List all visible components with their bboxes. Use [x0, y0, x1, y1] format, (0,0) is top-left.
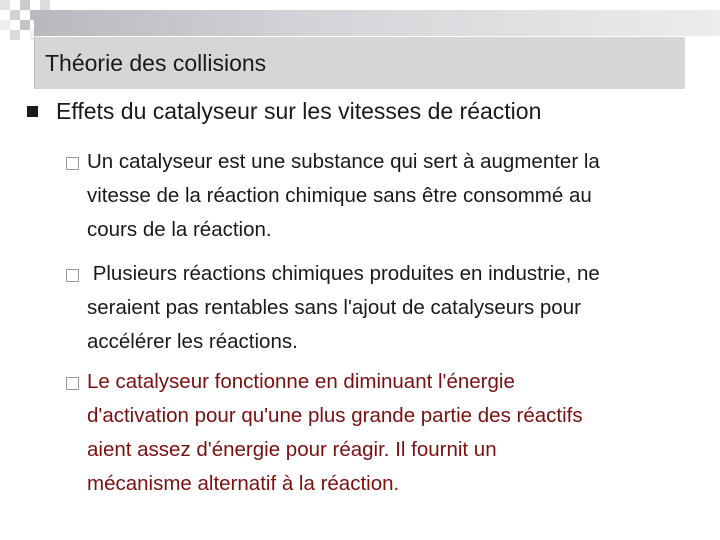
text-line: Un catalyseur est une substance qui sert à augmenter la: [87, 150, 600, 173]
list-item: [66, 370, 706, 501]
text-line: vitesse de la réaction chimique sans être consommé au: [87, 184, 592, 207]
text-line: mécanisme alternatif à la réaction.: [87, 472, 400, 495]
list-item-text: [87, 257, 706, 359]
text-line: cours de la réaction.: [87, 218, 272, 241]
text-line: seraient pas rentables sans l'ajout de catalyseurs pour: [87, 296, 581, 319]
header-band: [34, 10, 720, 36]
level1-bullet-text: Effets du catalyseur sur les vitesses de réaction: [56, 98, 542, 124]
checkbox-bullet-icon: [66, 377, 79, 390]
square-bullet-icon: [27, 106, 38, 117]
list-item: [66, 150, 706, 247]
text-line: aient assez d'énergie pour réagir. Il fournit un: [87, 438, 497, 461]
checkbox-bullet-icon: [66, 157, 79, 170]
text-line: d'activation pour qu'une plus grande partie des réactifs: [87, 404, 583, 427]
text-line: Plusieurs réactions chimiques produites en industrie, ne: [87, 262, 600, 285]
slide-title: Théorie des collisions: [45, 50, 267, 76]
list-item: [66, 262, 706, 359]
list-item-text: [87, 145, 706, 247]
list-item-text-highlighted: [87, 365, 706, 501]
text-line: Le catalyseur fonctionne en diminuant l'énergie: [87, 370, 515, 393]
text-line: accélérer les réactions.: [87, 330, 298, 353]
title-bar: [34, 37, 685, 89]
checkbox-bullet-icon: [66, 269, 79, 282]
